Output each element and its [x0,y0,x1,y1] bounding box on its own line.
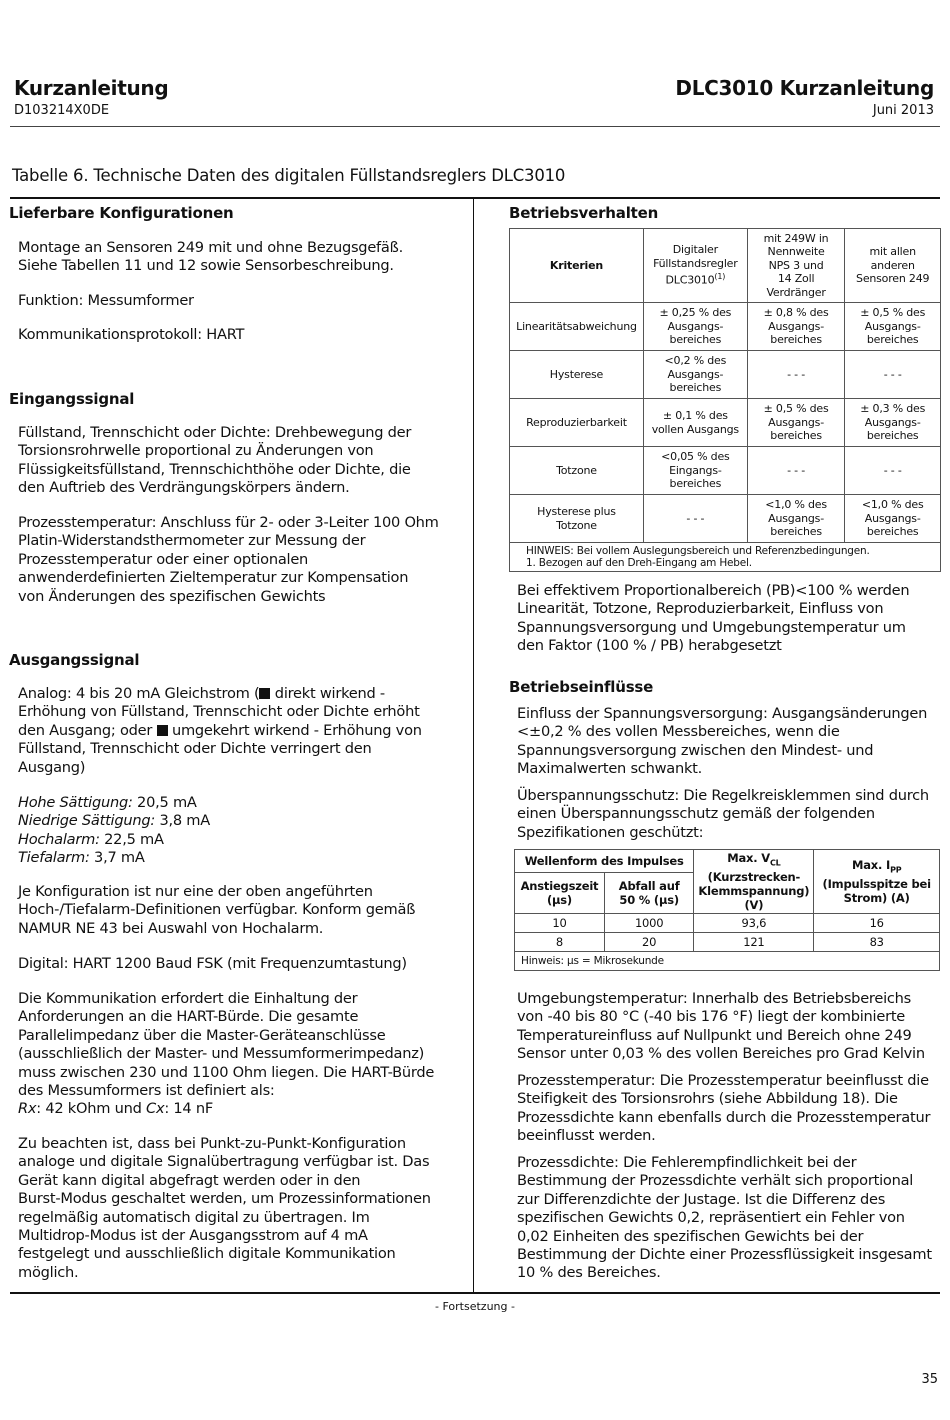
process-density-label: Prozessdichte: [517,1154,619,1171]
text-line: von -40 bis 80 °C (-40 bis 176 °F) liegt der kombinierte [517,1008,906,1026]
table-cell: 121 [694,933,814,952]
text-line: Bestimmung der Dichte einer Prozessflüssigkeit insgesamt [517,1246,932,1264]
text-line: Montage an Sensoren 249 mit und ohne Bezugsgefäß. [18,239,403,256]
high-saturation-label: Hohe Sättigung: [18,794,133,811]
cx-label: Cx [146,1100,165,1118]
text-line: festgelegt und ausschließlich digitale Kommunikation [18,1245,396,1263]
header-text: (Impulsspitze bei Strom) (A) [822,877,931,906]
table-cell: 1000 [604,914,693,933]
table-note-row [510,543,941,572]
column-header-max-vcl [694,850,814,914]
digital-output-text [18,955,407,973]
function-label: Funktion: [18,292,84,309]
hart-communication-text [18,990,434,1119]
point-to-point-text [18,1135,431,1282]
header-right [675,76,934,118]
text-line: beeinflusst werden. [517,1127,656,1145]
table-cell: Totzone [510,447,644,495]
text-line: Gerät kann digital abgefragt werden oder in den [18,1171,361,1189]
supply-label: Einfluss der Spannungsversorgung: [517,705,768,722]
text-line: Spezifikationen geschützt: [517,823,704,841]
supply-influence-text [517,705,927,779]
section-heading-performance: Betriebsverhalten [509,204,659,222]
table-cell: ± 0,5 % des Ausgangs- bereiches [747,399,845,447]
text-line: Bestimmung der Prozessdichte verhält sich proportional [517,1172,914,1190]
table-cell: <1,0 % des Ausgangs- bereiches [845,495,941,543]
text-line: Hoch-/Tiefalarm-Definitionen verfügbar. Konform gemäß [18,901,416,919]
table-cell: 83 [814,933,940,952]
text-line: Multidrop-Modus ist der Ausgangsstrom auf 4 mA [18,1227,368,1245]
text-line: Prozesstemperatur oder einer optionalen [18,550,309,568]
text-line: Torsionsrohrwelle proportional zu Änderungen von [18,442,374,460]
table-row [510,399,941,447]
section-heading-configurations: Lieferbare Konfigurationen [9,204,234,222]
surge-label: Überspannungsschutz: [517,787,680,804]
checkbox-square-icon [259,688,270,699]
table-note [510,543,941,572]
text-line: möglich. [18,1263,79,1281]
saturation-alarm-list [18,794,210,868]
process-temperature-text [517,1072,930,1146]
ambient-temperature-text [517,990,925,1064]
text-line: Prozessdichte kann ebenfalls durch die Prozesstemperatur [517,1108,931,1126]
text-line: Anforderungen an die HART-Bürde. Die gesamte [18,1008,359,1026]
text-line: einen Überspannungsschutz gemäß der folgenden [517,805,875,823]
low-alarm-label: Tiefalarm: [18,849,90,867]
document-title: Kurzanleitung [14,76,169,100]
document-number: D103214X0DE [14,103,110,118]
column-header-max-ipp [814,850,940,914]
table-row [510,495,941,543]
high-alarm-value: 22,5 mA [99,830,164,848]
text-span: den Ausgang; oder [18,721,157,739]
header-text: Max. V [727,851,770,865]
text-line: Je Konfiguration ist nur eine der oben angeführten [18,883,373,900]
footnote-ref: (1) [714,272,726,282]
text-line: <±0,2 % des vollen Messbereiches, wenn die [517,723,840,741]
table-cell: 10 [515,914,605,933]
text-line: anwenderdefinierten Zieltemperatur zur Kompensation [18,569,409,587]
table-cell: - - - [747,351,845,399]
header-divider [10,126,940,127]
text-line: Ausgang) [18,758,86,776]
text-line: den Faktor (100 % / PB) herabgesetzt [517,637,782,655]
text-line: den Auftrieb des Verdrängungskörpers ändern. [18,479,350,497]
table-cell: - - - [845,447,941,495]
text-line: von Änderungen des spezifischen Gewichts [18,587,326,605]
text-line: (ausschließlich der Master- und Messumformerimpedanz) [18,1045,425,1063]
table-note: Hinweis: µs = Mikrosekunde [515,952,940,971]
section-heading-input: Eingangssignal [9,390,135,408]
low-alarm-value: 3,7 mA [89,849,145,867]
table-cell: 16 [814,914,940,933]
section-heading-output: Ausgangssignal [9,651,140,669]
table-row [510,447,941,495]
text-line: zur Differenzdichte der Justage. Ist die Differenz des [517,1190,886,1208]
text-line: Zu beachten ist, dass bei Punkt-zu-Punkt-Konfiguration [18,1135,406,1152]
input-level-text [18,424,411,498]
text-line: Spannungsversorgung und Umgebungstemperatur um [517,618,906,636]
high-alarm-label: Hochalarm: [18,830,100,848]
low-saturation-label: Niedrige Sättigung: [18,812,156,830]
rx-value: : 42 kOhm und [36,1100,146,1118]
cx-value: : 14 nF [164,1100,213,1118]
table-cell: 20 [604,933,693,952]
table-cell: ± 0,8 % des Ausgangs- bereiches [747,303,845,351]
digital-value: HART 1200 Baud FSK (mit Frequenzumtastung) [68,955,407,972]
table-note-row [515,952,940,971]
document-date: Juni 2013 [872,103,934,118]
text-line: Linearität, Totzone, Reproduzierbarkeit, Einfluss von [517,600,884,618]
document-title-right: DLC3010 Kurzanleitung [675,76,934,100]
header-subscript: PP [890,865,902,875]
continuation-note: - Fortsetzung - [435,1300,515,1313]
table-header-row [515,850,940,873]
table-cell: <0,2 % des Ausgangs- bereiches [643,351,747,399]
digital-label: Digital: [18,955,69,972]
text-line: Maximalwerten schwankt. [517,760,703,778]
text-line: spezifischen Gewichts 0,2, repräsentiert ein Fehler von [517,1209,905,1227]
protocol-label: Kommunikationsprotokoll: [18,326,202,343]
text-span: umgekehrt wirkend - Erhöhung von [167,721,422,739]
performance-table [509,228,941,572]
table-cell: 8 [515,933,605,952]
text-line: Bei effektivem Proportionalbereich (PB)<100 % werden [517,582,910,599]
table-title: Tabelle 6. Technische Daten des digitalen Füllstandsreglers DLC3010 [12,166,566,185]
column-header-other-249: mit allen anderen Sensoren 249 [845,229,941,303]
column-divider [473,199,474,1292]
surge-table [514,849,940,971]
table-cell: <1,0 % des Ausgangs- bereiches [747,495,845,543]
header-text: (Kurzstrecken- Klemmspannung) (V) [698,870,810,913]
function-value: Messumformer [83,292,194,309]
text-line: Füllstand, Trennschicht oder Dichte verringert den [18,740,372,758]
table-cell: 93,6 [694,914,814,933]
text-line: Die Kommunikation erfordert die Einhaltung der [18,990,358,1007]
text-line: Steifigkeit des Torsionsrohrs (siehe Abbildung 18). Die [517,1090,898,1108]
protocol-text [18,326,244,344]
analog-output-text [18,685,422,777]
table-cell: ± 0,3 % des Ausgangs- bereiches [845,399,941,447]
table-cell: - - - [747,447,845,495]
proportional-band-text [517,582,909,656]
text-line: regelmäßig automatisch digital zu übertragen. Im [18,1208,370,1226]
table-top-rule [10,197,940,199]
text-line: Platin-Widerstandsthermometer zur Messung der [18,532,366,550]
table-cell: Hysterese [510,351,644,399]
text-line: Prozesstemperatur: Anschluss für 2- oder 3-Leiter 100 Ohm [18,514,439,531]
text-line: 10 % des Bereiches. [517,1264,661,1282]
text-line: 0,02 Einheiten des spezifischen Gewichts bei der [517,1227,864,1245]
text-line: muss zwischen 230 und 1100 Ohm liegen. Die HART-Bürde [18,1063,435,1081]
header-subscript: CL [769,858,781,868]
checkbox-square-icon [157,725,168,736]
column-header-decay: Abfall auf 50 % (µs) [604,872,693,913]
text-span: direkt wirkend - [270,685,385,702]
note-line: HINWEIS: Bei vollem Auslegungsbereich und Referenzbedingungen. [526,545,870,557]
table-cell: Hysterese plus Totzone [510,495,644,543]
text-line: des Messumformers ist definiert als: [18,1082,275,1100]
text-line: Flüssigkeitsfüllstand, Trennschichthöhe oder Dichte, die [18,460,411,478]
column-header-waveform: Wellenform des Impulses [515,850,694,873]
text-line: Sensor unter 0,03 % des vollen Bereiches pro Grad Kelvin [517,1045,925,1063]
surge-protection-text [517,787,929,842]
table-cell: Reproduzierbarkeit [510,399,644,447]
input-temperature-text [18,514,439,606]
table-cell: Linearitätsabweichung [510,303,644,351]
column-header-rise-time: Anstiegszeit (µs) [515,872,605,913]
table-cell: - - - [643,495,747,543]
text-span: Die Prozesstemperatur beeinflusst die [655,1072,929,1089]
mounting-text [18,239,403,276]
note-line: 1. Bezogen auf den Dreh-Eingang am Hebel. [526,557,752,569]
column-header-dlc3010 [643,229,747,303]
text-span: Innerhalb des Betriebsbereichs [687,990,912,1007]
page-number: 35 [921,1372,938,1387]
rx-label: Rx [18,1100,37,1118]
text-line: Parallelimpedanz über die Master-Geräteanschlüsse [18,1026,386,1044]
low-saturation-value: 3,8 mA [155,812,210,830]
column-header-criteria: Kriterien [510,229,644,303]
table-row [510,303,941,351]
table-cell: ± 0,5 % des Ausgangs- bereiches [845,303,941,351]
text-line: Siehe Tabellen 11 und 12 sowie Sensorbeschreibung. [18,257,394,275]
process-temperature-label: Prozesstemperatur: [517,1072,656,1089]
process-density-text [517,1154,932,1283]
text-span: Ausgangsänderungen [767,705,928,722]
header-left [14,76,168,118]
table-row [515,914,940,933]
header-text: Digitaler Füllstandsregler DLC3010 [653,243,738,288]
table-cell: ± 0,25 % des Ausgangs- bereiches [643,303,747,351]
table-row [510,351,941,399]
text-line: Spannungsversorgung zwischen den Mindest- und [517,741,874,759]
text-line: Füllstand, Trennschicht oder Dichte: Drehbewegung der [18,424,412,441]
text-line: NAMUR NE 43 bei Auswahl von Hochalarm. [18,919,324,937]
text-line: Burst-Modus geschaltet werden, um Prozessinformationen [18,1190,431,1208]
text-span: Die Fehlerempfindlichkeit bei der [618,1154,857,1171]
ambient-label: Umgebungstemperatur: [517,990,688,1007]
text-line: Erhöhung von Füllstand, Trennschicht oder Dichte erhöht [18,703,420,721]
analog-label: Analog: [18,685,72,702]
column-header-249w: mit 249W in Nennweite NPS 3 und 14 Zoll Verdränger [747,229,845,303]
table-cell: <0,05 % des Eingangs- bereiches [643,447,747,495]
text-span: Die Regelkreisklemmen sind durch [679,787,929,804]
text-line: analoge und digitale Signalübertragung verfügbar ist. Das [18,1153,430,1171]
table-row [515,933,940,952]
text-span: 4 bis 20 mA Gleichstrom ( [71,685,260,702]
text-line: Temperatureinfluss auf Nullpunkt und Bereich ohne 249 [517,1026,912,1044]
high-saturation-value: 20,5 mA [132,794,197,811]
table-cell: ± 0,1 % des vollen Ausgangs [643,399,747,447]
header-text: Max. I [851,858,891,872]
table-cell: - - - [845,351,941,399]
alarm-configuration-note [18,883,415,938]
table-header-row [510,229,941,303]
table-bottom-rule [10,1292,940,1294]
protocol-value: HART [201,326,245,343]
section-heading-influences: Betriebseinflüsse [509,678,654,696]
function-text [18,292,194,310]
